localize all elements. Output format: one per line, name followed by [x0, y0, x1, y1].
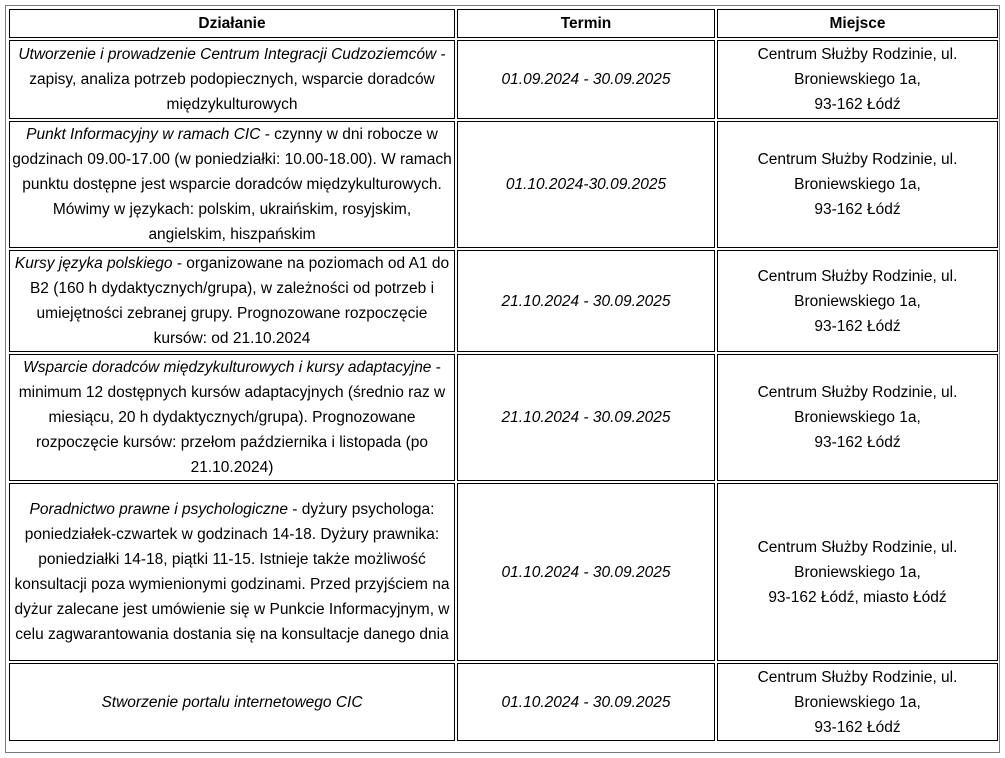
- action-title: Kursy języka polskiego: [14, 255, 173, 272]
- place-line: Centrum Służby Rodzinie, ul.: [757, 668, 958, 686]
- place-line: 93-162 Łódź, miasto Łódź: [768, 588, 947, 606]
- action-title: Punkt Informacyjny w ramach CIC: [26, 126, 261, 143]
- table-row: [9, 354, 998, 481]
- schedule-table: [7, 7, 1000, 743]
- table-row: [9, 121, 998, 248]
- place-line: 93-162 Łódź: [814, 96, 901, 113]
- action-title: Poradnictwo prawne i psychologiczne: [29, 501, 288, 518]
- table-row: [9, 483, 998, 661]
- place-line: 93-162 Łódź: [814, 718, 901, 736]
- place-line: Broniewskiego 1a,: [794, 292, 921, 310]
- place-line: Broniewskiego 1a,: [794, 71, 921, 88]
- term-cell: 01.10.2024 - 30.09.2025: [457, 663, 715, 741]
- place-cell: [717, 354, 998, 481]
- term-cell: 01.10.2024-30.09.2025: [457, 121, 715, 248]
- action-cell: [9, 354, 455, 481]
- action-title: Stworzenie portalu internetowego CIC: [101, 693, 363, 711]
- term-cell: 21.10.2024 - 30.09.2025: [457, 250, 715, 352]
- place-line: Broniewskiego 1a,: [794, 563, 921, 581]
- action-cell: [9, 250, 455, 352]
- table-row: [9, 40, 998, 119]
- place-cell: [717, 121, 998, 248]
- place-cell: [717, 663, 998, 741]
- table-header-row: [9, 9, 998, 38]
- header-place: Miejsce: [717, 9, 998, 38]
- place-line: 93-162 Łódź: [814, 201, 901, 218]
- schedule-table-frame: [5, 5, 1000, 753]
- place-line: Broniewskiego 1a,: [794, 176, 921, 193]
- table-row: [9, 663, 998, 741]
- term-cell: 01.09.2024 - 30.09.2025: [457, 40, 715, 119]
- action-cell: [9, 40, 455, 119]
- term-cell: 21.10.2024 - 30.09.2025: [457, 354, 715, 481]
- action-description: - minimum 12 dostępnych kursów adaptacyjnych (średnio raz w miesiącu, 20 h dydaktycznych/grupa). Prognozowane rozpoczęcie kursów: przełom października i listopada (po 21.10.2024): [18, 359, 446, 476]
- action-cell: [9, 483, 455, 661]
- place-line: Centrum Służby Rodzinie, ul.: [757, 538, 958, 556]
- place-line: Centrum Służby Rodzinie, ul.: [757, 267, 958, 285]
- action-title: Utworzenie i prowadzenie Centrum Integracji Cudzoziemców: [18, 46, 437, 63]
- header-action: Działanie: [9, 9, 455, 38]
- action-title: Wsparcie doradców międzykulturowych i kursy adaptacyjne: [23, 359, 432, 376]
- place-cell: [717, 250, 998, 352]
- table-row: [9, 250, 998, 352]
- place-cell: [717, 483, 998, 661]
- action-description: - dyżury psychologa: poniedziałek-czwartek w godzinach 14-18. Dyżury prawnika: poniedziałki 14-18, piątki 11-15. Istnieje także możliwość konsultacji poza wymienionymi godzinami. Przed przyjściem na dyżur zalecane jest umówienie się w Punkcie Informacyjnym, w celu zagwarantowania dostania się na konsultacje danego dnia: [14, 501, 450, 643]
- action-description: - organizowane na poziomach od A1 do B2 (160 h dydaktycznych/grupa), w zależności od potrzeb i umiejętności zebranej grupy. Prognozowane rozpoczęcie kursów: od 21.10.2024: [29, 255, 450, 347]
- place-line: Centrum Służby Rodzinie, ul.: [757, 46, 958, 63]
- place-line: 93-162 Łódź: [814, 434, 901, 451]
- action-description: - zapisy, analiza potrzeb podopiecznych, wsparcie doradców międzykulturowych: [29, 46, 446, 113]
- action-cell: [9, 121, 455, 248]
- place-line: Centrum Służby Rodzinie, ul.: [757, 384, 958, 401]
- term-cell: 01.10.2024 - 30.09.2025: [457, 483, 715, 661]
- place-line: Centrum Służby Rodzinie, ul.: [757, 151, 958, 168]
- place-line: Broniewskiego 1a,: [794, 693, 921, 711]
- action-cell: [9, 663, 455, 741]
- place-line: Broniewskiego 1a,: [794, 409, 921, 426]
- place-line: 93-162 Łódź: [814, 317, 901, 335]
- action-description: - czynny w dni robocze w godzinach 09.00-17.00 (w poniedziałki: 10.00-18.00). W ramach punktu dostępne jest wsparcie doradców międzykulturowych. Mówimy w językach: polskim, ukraińskim, rosyjskim, angielskim, hiszpańskim: [12, 126, 452, 243]
- place-cell: [717, 40, 998, 119]
- header-term: Termin: [457, 9, 715, 38]
